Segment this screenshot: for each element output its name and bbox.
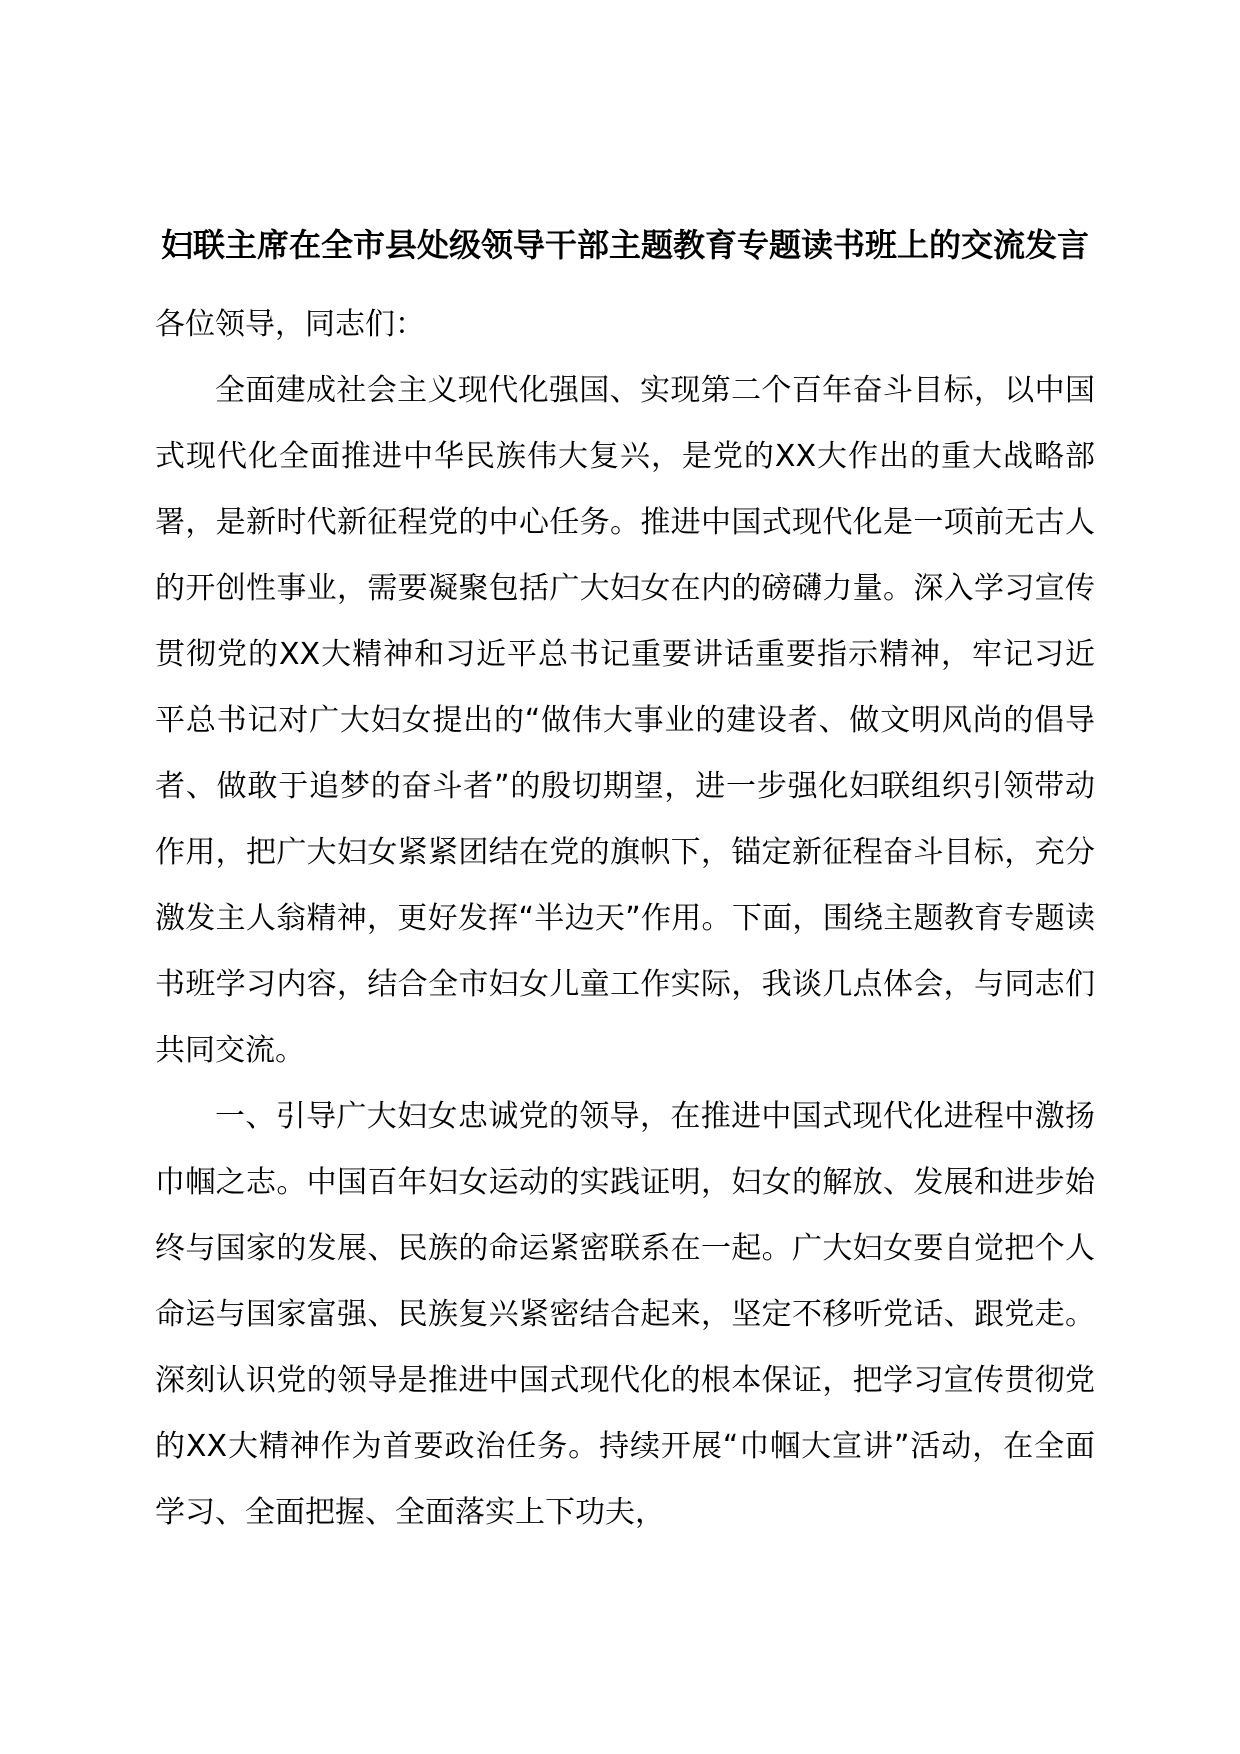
document-title: 妇联主席在全市县处级领导干部主题教育专题读书班上的交流发言 bbox=[160, 226, 1089, 264]
paragraph-intro: 全面建成社会主义现代化强国、实现第二个百年奋斗目标，以中国式现代化全面推进中华民族伟大复兴，是党的XX大作出的重大战略部署，是新时代新征程党的中心任务。推进中国式现代化是一项前无古人的开创性事业，需要凝聚包括广大妇女在内的磅礴力量。深入学习宣传贯彻党的XX大精神和习近平总书记重要讲话重要指示精神，牢记习近平总书记对广大妇女提出的“做伟大事业的建设者、做文明风尚的倡导者、做敢于追梦的奋斗者”的殷切期望，进一步强化妇联组织引领带动作用，把广大妇女紧紧团结在党的旗帜下，锚定新征程奋斗目标，充分激发主人翁精神，更好发挥“半边天”作用。下面，围绕主题教育专题读书班学习内容，结合全市妇女儿童工作实际，我谈几点体会，与同志们共同交流。 bbox=[155, 373, 1095, 1068]
paragraph-section-one: 一、引导广大妇女忠诚党的领导，在推进中国式现代化进程中激扬巾帼之志。中国百年妇女运动的实践证明，妇女的解放、发展和进步始终与国家的发展、民族的命运紧密联系在一起。广大妇女要自觉把个人命运与国家富强、民族复兴紧密结合起来，坚定不移听党话、跟党走。深刻认识党的领导是推进中国式现代化的根本保证，把学习宣传贯彻党的XX大精神作为首要政治任务。持续开展“巾帼大宣讲”活动，在全面学习、全面把握、全面落实上下功夫， bbox=[155, 1099, 1095, 1530]
salutation: 各位领导，同志们： bbox=[155, 307, 425, 342]
document-body bbox=[155, 222, 1095, 1546]
